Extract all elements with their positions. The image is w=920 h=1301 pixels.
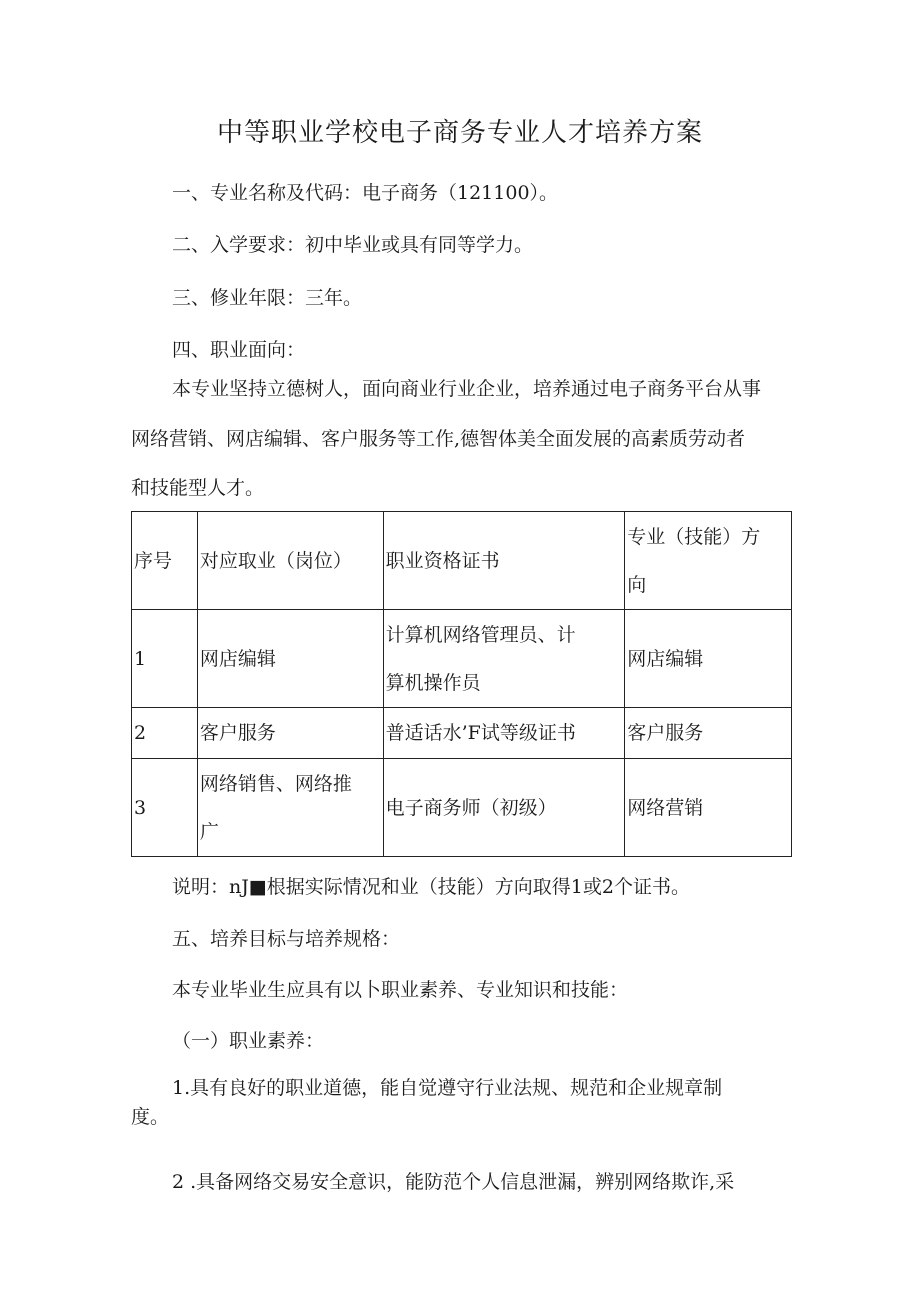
header-cell-post: 对应取业（岗位）: [197, 512, 383, 610]
item-2-line-1: 2 .具备网络交易安全意识，能防范个人信息泄漏，辨别网络欺诈,采: [172, 1171, 735, 1193]
table-row: [132, 708, 792, 759]
item-1-line-2: 度。: [131, 1106, 170, 1128]
paragraph-line-1: 本专业坚持立德树人，面向商业行业企业，培养通过电子商务平台从事: [172, 378, 762, 400]
occupation-table: [131, 511, 792, 857]
header-cell-number: 序号: [132, 512, 198, 610]
table-row: [132, 610, 792, 708]
cell-post: 网店编辑: [197, 610, 383, 708]
cell-post: 网络销售、网络推 广: [197, 759, 383, 857]
table-note: 说明：nJ■根据实际情况和业（技能）方向取得1或2个证书。: [172, 876, 690, 898]
table-row: [132, 759, 792, 857]
subsection-1-heading: （一）职业素养：: [172, 1030, 325, 1052]
cell-number: 1: [132, 610, 198, 708]
section-4-heading: 四、职业面向：: [172, 339, 306, 361]
cell-direction: 客户服务: [625, 708, 792, 759]
cell-certificate: 普适话水’F试等级证书: [383, 708, 625, 759]
cell-number: 3: [132, 759, 198, 857]
cell-certificate: 电子商务师（初级）: [383, 759, 625, 857]
cell-direction: 网店编辑: [625, 610, 792, 708]
cell-post: 客户服务: [197, 708, 383, 759]
header-cell-certificate: 职业资格证书: [383, 512, 625, 610]
section-3-duration: 三、修业年限：三年。: [172, 287, 363, 309]
paragraph-line-2: 网络营销、网店编辑、客户服务等工作,德智体美全面发展的高素质劳动者: [131, 428, 746, 450]
section-2-admission: 二、入学要求：初中毕业或具有同等学力。: [172, 234, 534, 256]
section-5-intro: 本专业毕业生应具有以卜职业素养、专业知识和技能：: [172, 979, 629, 1001]
cell-direction: 网络营销: [625, 759, 792, 857]
paragraph-line-3: 和技能型人才。: [131, 477, 265, 499]
section-5-heading: 五、培养目标与培养规格：: [172, 928, 401, 950]
table-header-row: [132, 512, 792, 610]
cell-certificate: 计算机网络管理员、计 算机操作员: [383, 610, 625, 708]
item-1-line-1: 1.具有良好的职业道德，能自觉遵守行业法规、规范和企业规章制: [172, 1077, 723, 1099]
section-1-major-name: 一、专业名称及代码：电子商务（121100）。: [172, 182, 559, 204]
header-cell-direction: 专业（技能）方 向: [625, 512, 792, 610]
cell-number: 2: [132, 708, 198, 759]
document-title: 中等职业学校电子商务专业人才培养方案: [216, 118, 703, 148]
